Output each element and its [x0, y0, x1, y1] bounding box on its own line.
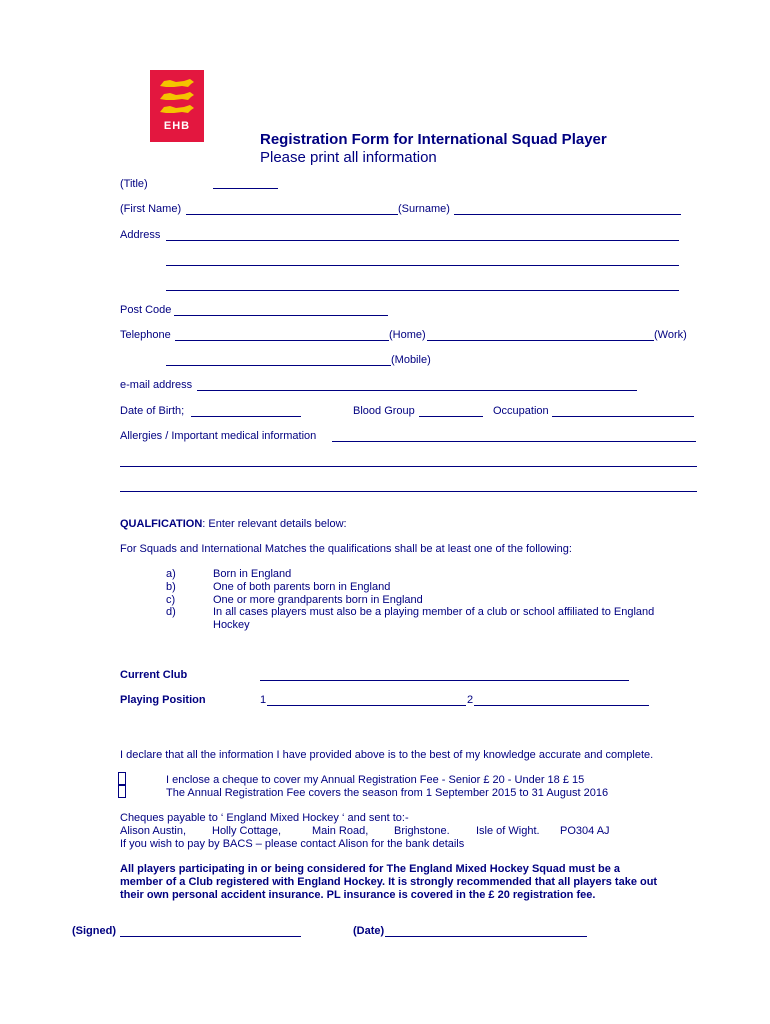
notice-line-3: their own personal accident insurance. PL insurance is covered in the £ 20 registration fee. [120, 889, 596, 901]
surname-field[interactable] [454, 214, 681, 215]
work-label: (Work) [654, 329, 687, 341]
lion-icon [158, 91, 196, 102]
qualification-intro: For Squads and International Matches the qualifications shall be at least one of the following: [120, 543, 572, 555]
list-letter: b) [166, 581, 176, 593]
lion-icon [158, 104, 196, 115]
ehb-logo [150, 70, 204, 142]
allergies-label: Allergies / Important medical information [120, 430, 317, 442]
title-label: (Title) [120, 178, 148, 190]
signature-field[interactable] [120, 936, 301, 937]
position-2-field[interactable] [474, 705, 649, 706]
payee-address-4: Isle of Wight. [476, 825, 540, 837]
payee-address-1: Holly Cottage, [212, 825, 282, 837]
post-code-field[interactable] [174, 315, 388, 316]
allergies-field-1[interactable] [332, 441, 696, 442]
notice-line-2: member of a Club registered with England Hockey. It is strongly recommended that all players take out [120, 876, 658, 888]
list-letter: a) [166, 568, 176, 580]
list-item: In all cases players must also be a playing member of a club or school affiliated to England [213, 606, 655, 618]
list-letter: c) [166, 594, 176, 606]
payment-line-1: Cheques payable to ‘ England Mixed Hockey ‘ and sent to:- [120, 812, 409, 824]
payee-address-3: Brighstone. [394, 825, 450, 837]
email-field[interactable] [197, 390, 637, 391]
payment-line-3: If you wish to pay by BACS – please contact Alison for the bank details [120, 838, 465, 850]
date-field[interactable] [385, 936, 587, 937]
date-label: (Date) [353, 925, 385, 937]
cheque-line-2: The Annual Registration Fee covers the season from 1 September 2015 to 31 August 2016 [166, 787, 609, 799]
title-field[interactable] [213, 188, 278, 189]
mobile-label: (Mobile) [391, 354, 431, 366]
dob-label: Date of Birth; [120, 405, 185, 417]
list-item: Born in England [213, 568, 292, 580]
current-club-field[interactable] [260, 680, 629, 681]
occupation-label: Occupation [493, 405, 549, 417]
playing-position-label: Playing Position [120, 694, 206, 706]
fee-checkbox[interactable] [118, 784, 126, 798]
dob-field[interactable] [191, 416, 301, 417]
home-phone-field[interactable] [175, 340, 389, 341]
post-code-label: Post Code [120, 304, 172, 316]
qualification-heading [120, 518, 347, 531]
blood-group-label: Blood Group [353, 405, 415, 417]
first-name-label: (First Name) [120, 203, 182, 215]
telephone-label: Telephone [120, 329, 171, 341]
form-title: Registration Form for International Squad Player [260, 131, 607, 148]
form-subtitle: Please print all information [260, 149, 437, 166]
cheque-line-1: I enclose a cheque to cover my Annual Registration Fee - Senior £ 20 - Under 18 £ 15 [166, 774, 585, 786]
position-2-label: 2 [467, 694, 474, 706]
address-field-2[interactable] [166, 265, 679, 266]
position-1-label: 1 [260, 694, 267, 706]
first-name-field[interactable] [186, 214, 398, 215]
allergies-field-3[interactable] [120, 491, 697, 492]
position-1-field[interactable] [267, 705, 466, 706]
list-item: One of both parents born in England [213, 581, 391, 593]
list-letter: d) [166, 606, 176, 618]
lion-icon [158, 78, 196, 89]
blood-group-field[interactable] [419, 416, 483, 417]
logo-text: EHB [163, 120, 191, 132]
signed-label: (Signed) [72, 925, 116, 937]
work-phone-field[interactable] [427, 340, 654, 341]
declaration-text: I declare that all the information I have provided above is to the best of my knowledge accurate and complete. [120, 749, 654, 761]
payee-address-2: Main Road, [312, 825, 369, 837]
qualification-title: QUALFICATION [120, 518, 203, 530]
list-item: One or more grandparents born in England [213, 594, 423, 606]
allergies-field-2[interactable] [120, 466, 697, 467]
occupation-field[interactable] [552, 416, 694, 417]
address-label: Address [120, 229, 161, 241]
payee-name: Alison Austin, [120, 825, 187, 837]
list-item-continued: Hockey [213, 619, 250, 631]
address-field-1[interactable] [166, 240, 679, 241]
mobile-field[interactable] [166, 365, 391, 366]
address-field-3[interactable] [166, 290, 679, 291]
surname-label: (Surname) [398, 203, 450, 215]
qualification-instruction: : Enter relevant details below: [202, 518, 347, 530]
notice-line-1: All players participating in or being considered for The England Mixed Hockey Squad must be a [120, 863, 620, 875]
home-label: (Home) [389, 329, 426, 341]
payee-postcode: PO304 AJ [560, 825, 610, 837]
current-club-label: Current Club [120, 669, 188, 681]
email-label: e-mail address [120, 379, 193, 391]
